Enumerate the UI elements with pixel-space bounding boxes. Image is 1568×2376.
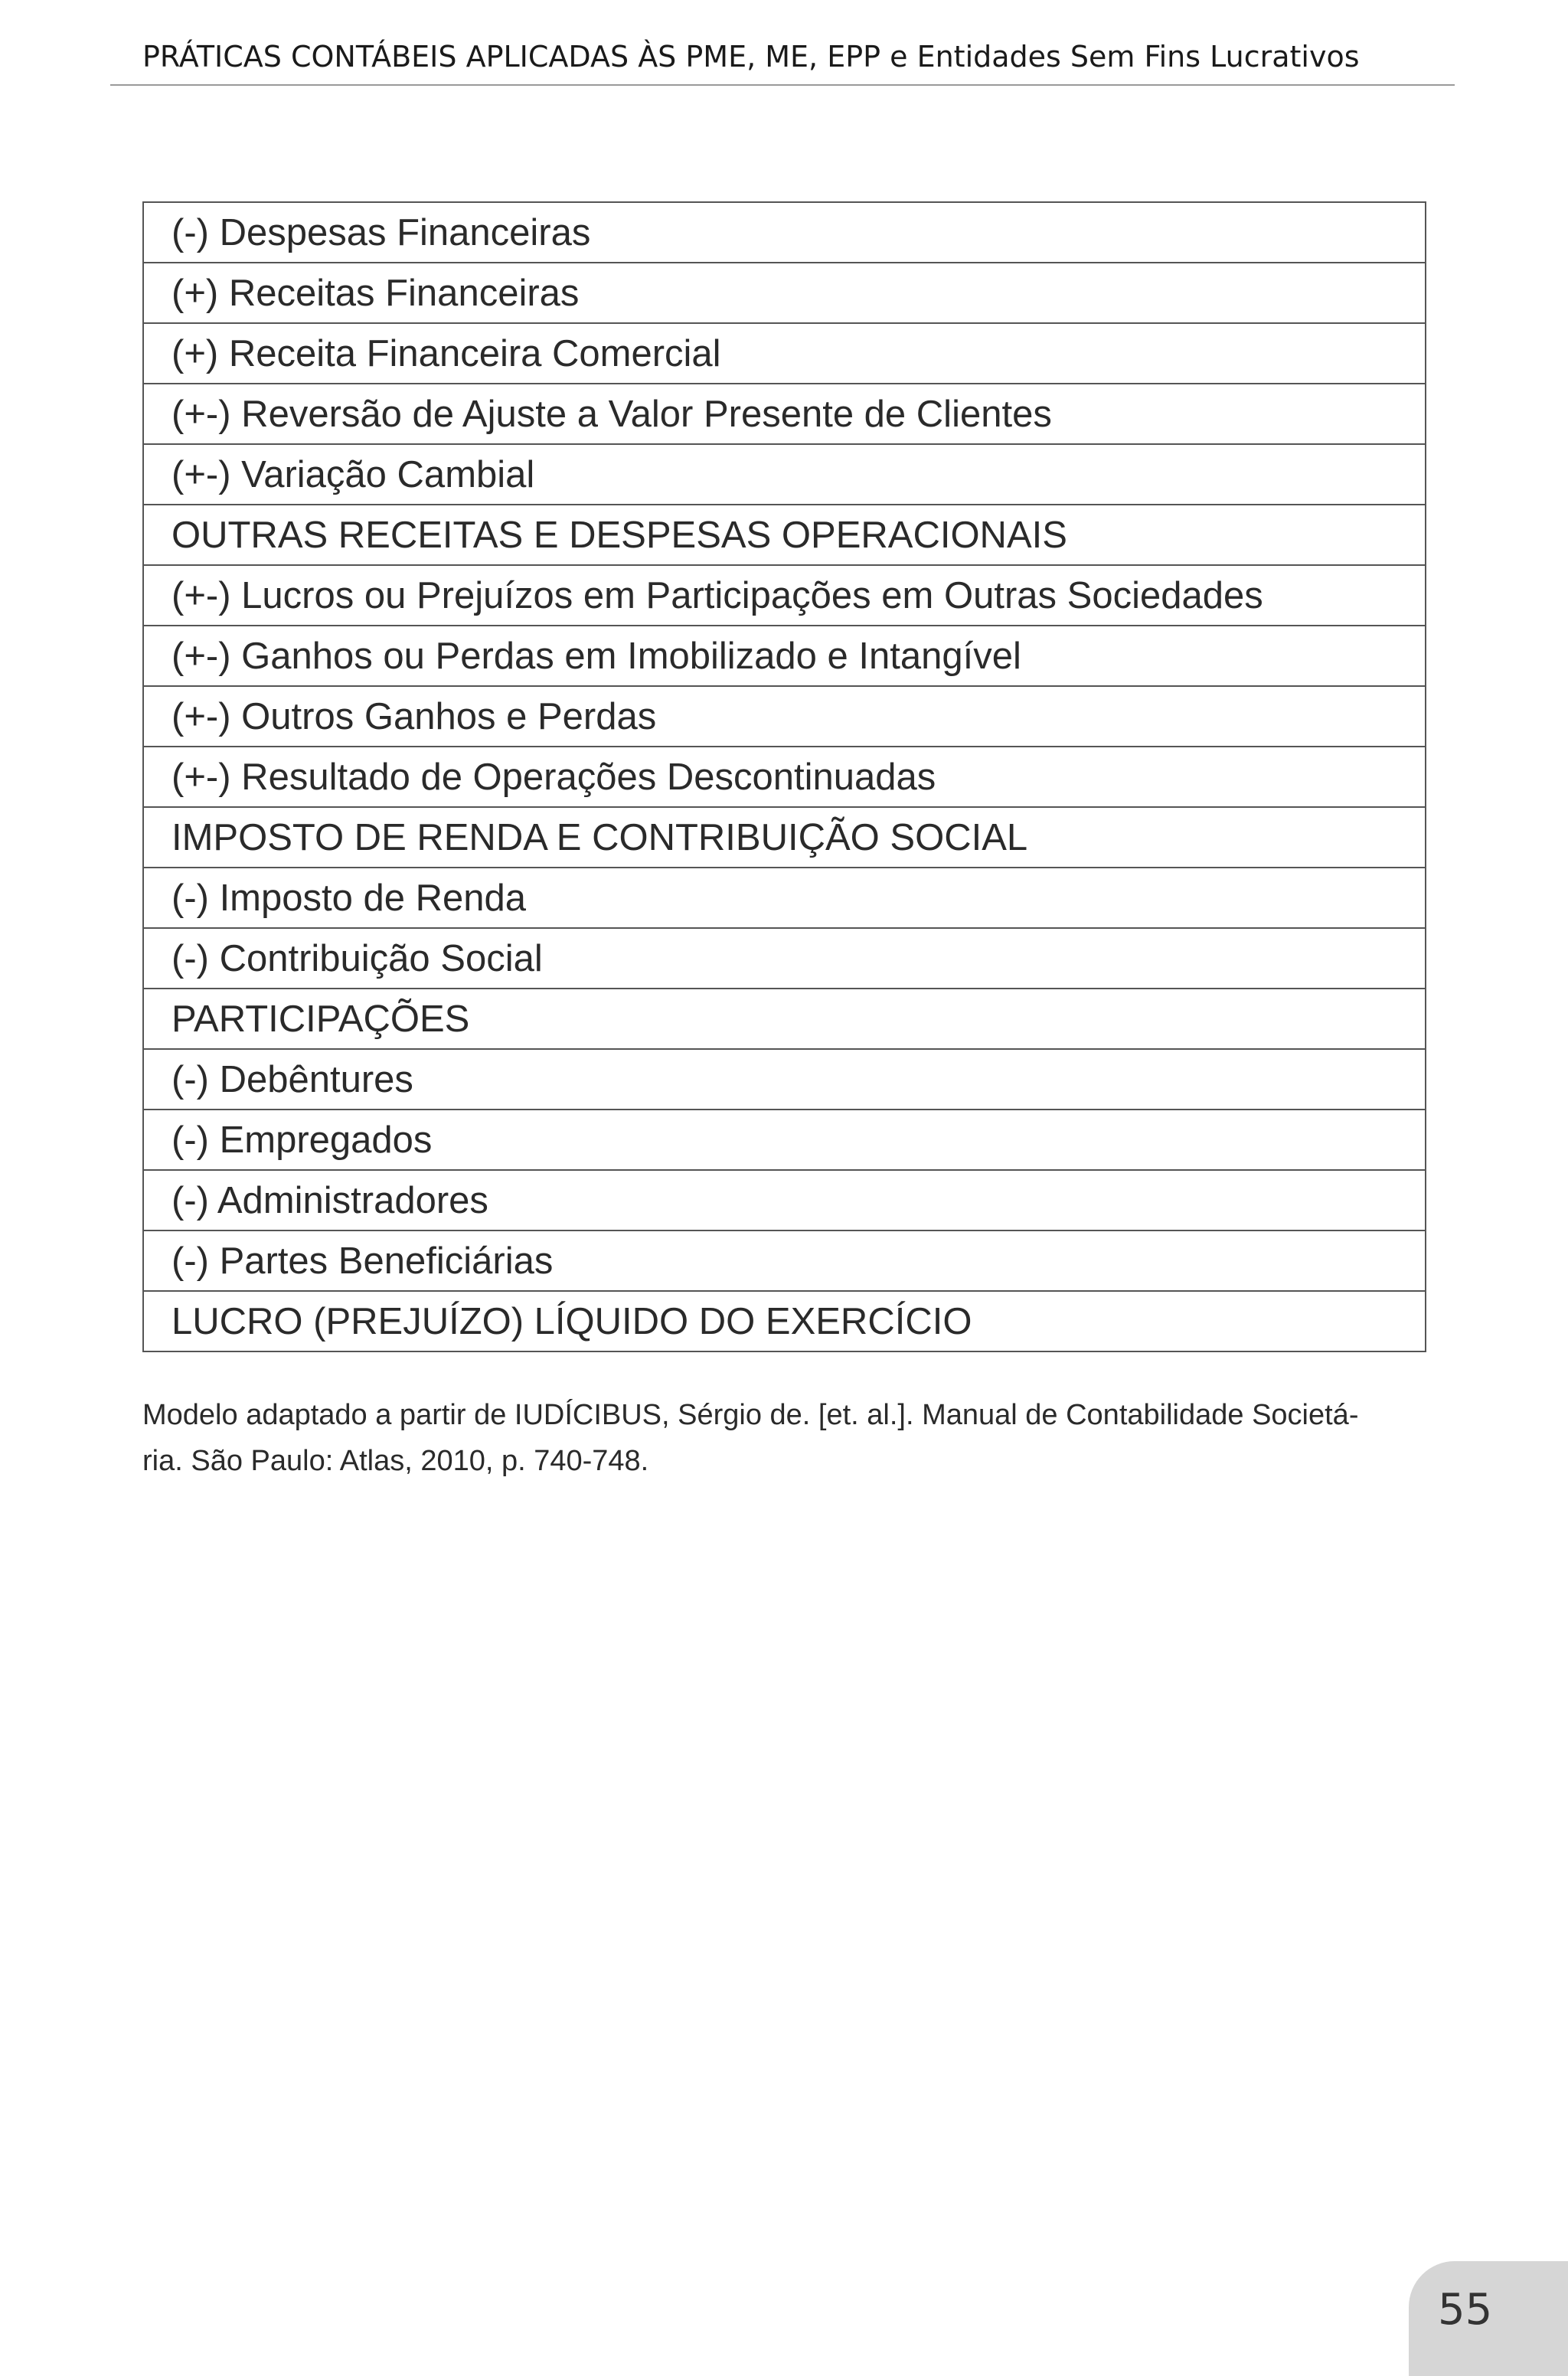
- table-row: [143, 202, 1426, 263]
- table-row: [143, 1170, 1426, 1230]
- table-row: [143, 505, 1426, 565]
- table-cell: (+-) Resultado de Operações Descontinuadas: [143, 747, 1426, 807]
- table-cell: (-) Despesas Financeiras: [143, 202, 1426, 263]
- table-row: [143, 323, 1426, 384]
- table-cell: (+) Receitas Financeiras: [143, 263, 1426, 323]
- table-row: [143, 868, 1426, 928]
- page-number: 55: [1438, 2285, 1493, 2335]
- header-rule: [110, 84, 1455, 86]
- table-row: [143, 686, 1426, 747]
- table-cell: OUTRAS RECEITAS E DESPESAS OPERACIONAIS: [143, 505, 1426, 565]
- table-cell: LUCRO (PREJUÍZO) LÍQUIDO DO EXERCÍCIO: [143, 1291, 1426, 1351]
- source-note: [142, 1392, 1429, 1484]
- table-row: [143, 1291, 1426, 1351]
- table-row: [143, 1049, 1426, 1110]
- table-cell: (-) Imposto de Renda: [143, 868, 1426, 928]
- table-row: [143, 384, 1426, 444]
- table-cell: (-) Partes Beneficiárias: [143, 1230, 1426, 1291]
- table-row: [143, 989, 1426, 1049]
- table-row: [143, 626, 1426, 686]
- table-row: [143, 1230, 1426, 1291]
- table-row: [143, 807, 1426, 868]
- source-note-line: Modelo adaptado a partir de IUDÍCIBUS, Sérgio de. [et. al.]. Manual de Contabilidade Societá-: [142, 1399, 1359, 1431]
- table-row: [143, 1110, 1426, 1170]
- table-cell: PARTICIPAÇÕES: [143, 989, 1426, 1049]
- table-cell: (-) Administradores: [143, 1170, 1426, 1230]
- table-row: [143, 928, 1426, 989]
- table-row: [143, 565, 1426, 626]
- table-cell: (-) Debêntures: [143, 1049, 1426, 1110]
- table-cell: (+-) Lucros ou Prejuízos em Participações em Outras Sociedades: [143, 565, 1426, 626]
- table-row: [143, 263, 1426, 323]
- table-row: [143, 444, 1426, 505]
- table-cell: (+-) Variação Cambial: [143, 444, 1426, 505]
- table-cell: IMPOSTO DE RENDA E CONTRIBUIÇÃO SOCIAL: [143, 807, 1426, 868]
- table-cell: (+) Receita Financeira Comercial: [143, 323, 1426, 384]
- table-cell: (-) Empregados: [143, 1110, 1426, 1170]
- table-cell: (+-) Reversão de Ajuste a Valor Presente de Clientes: [143, 384, 1426, 444]
- table-cell: (+-) Ganhos ou Perdas em Imobilizado e Intangível: [143, 626, 1426, 686]
- running-header: PRÁTICAS CONTÁBEIS APLICADAS ÀS PME, ME, EPP e Entidades Sem Fins Lucrativos: [142, 40, 1360, 74]
- table-cell: (+-) Outros Ganhos e Perdas: [143, 686, 1426, 747]
- table-row: [143, 747, 1426, 807]
- table-cell: (-) Contribuição Social: [143, 928, 1426, 989]
- source-note-line: ria. São Paulo: Atlas, 2010, p. 740-748.: [142, 1445, 649, 1477]
- income-statement-table: [142, 201, 1426, 1352]
